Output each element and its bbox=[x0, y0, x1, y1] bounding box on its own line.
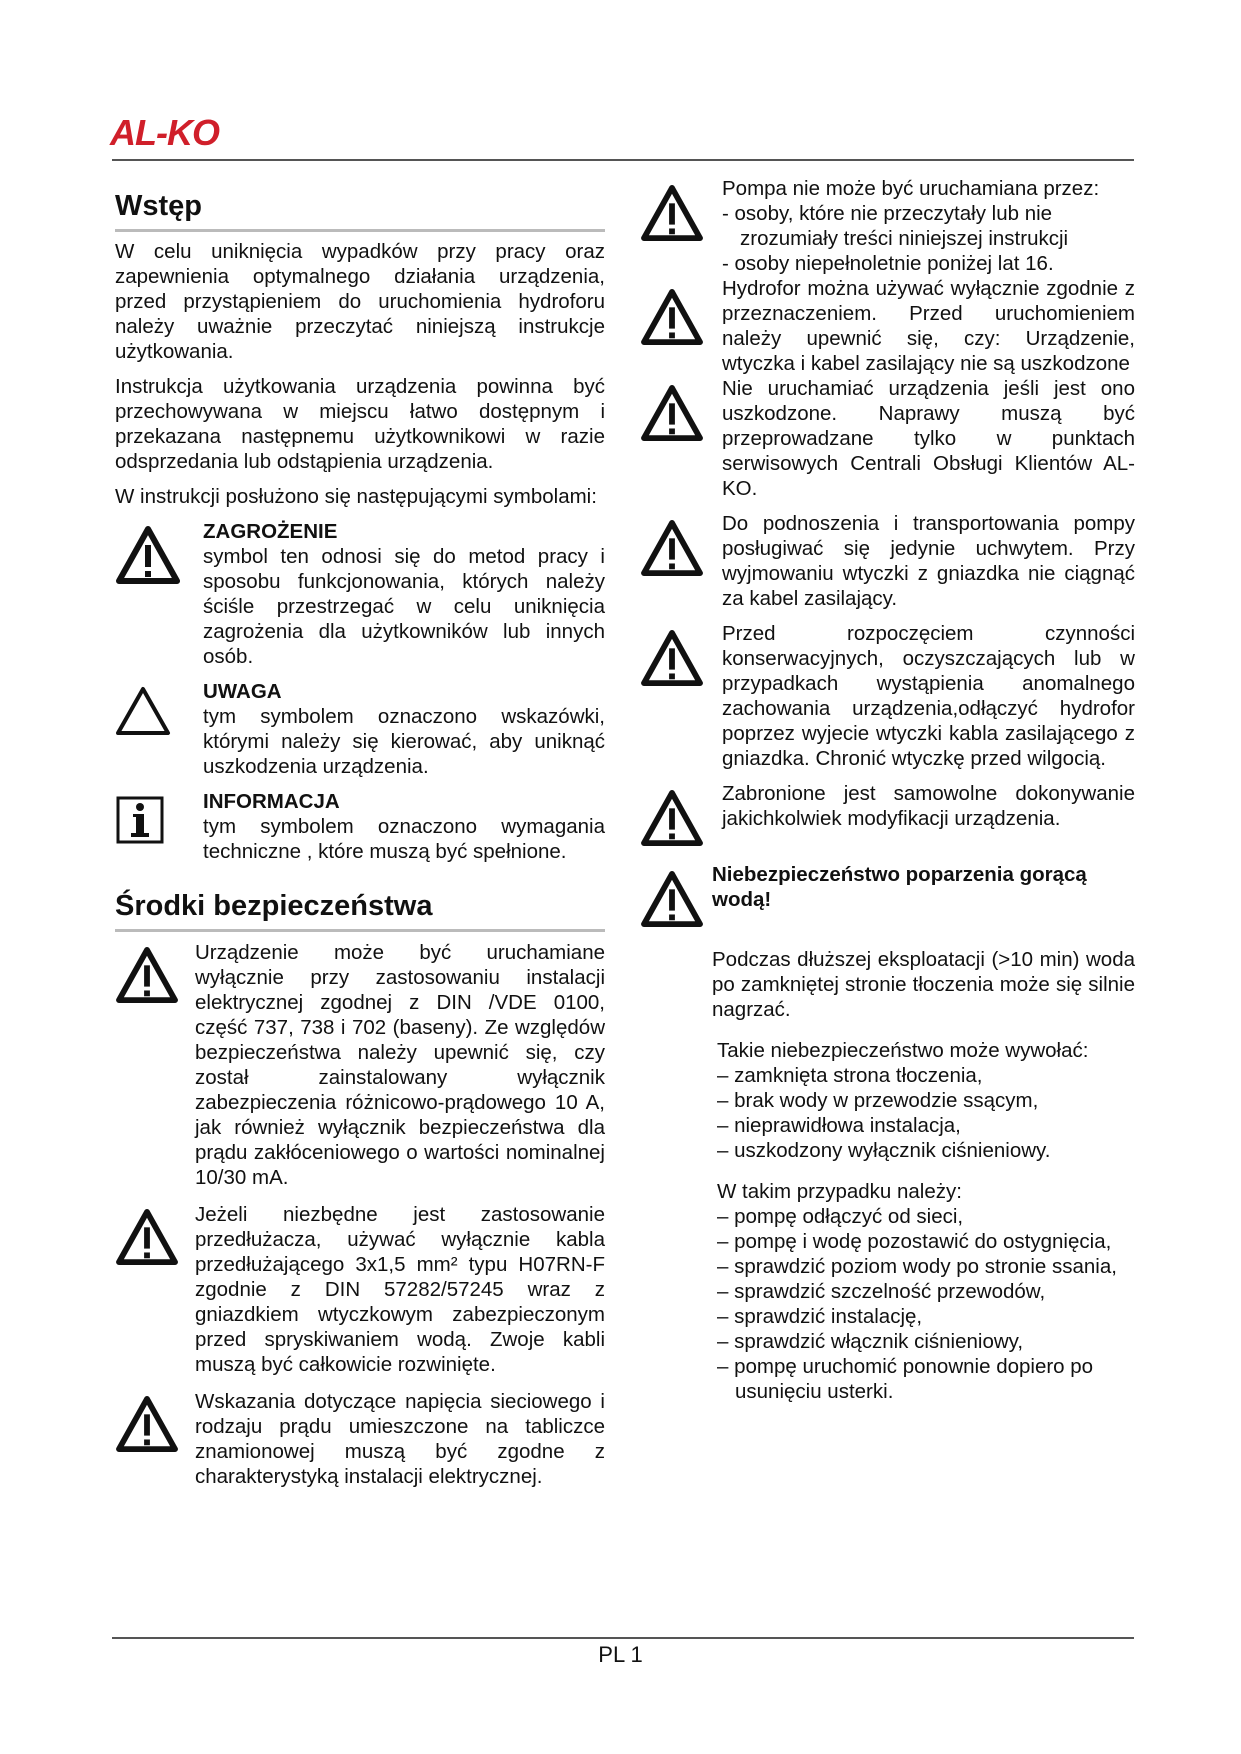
symbol-danger bbox=[115, 519, 605, 669]
warning-item-6 bbox=[640, 781, 1135, 852]
intro-paragraph-3: W instrukcji posłużono się następującymi symbolami: bbox=[115, 485, 597, 508]
symbol-info bbox=[115, 789, 605, 864]
cause-item: – nieprawidłowa instalacja, bbox=[717, 1114, 961, 1137]
warning-1-line-2: - osoby, które nie przeczytały lub nie zrozumiały treści niniejszej instrukcji bbox=[722, 202, 1069, 250]
warning-icon bbox=[115, 1208, 179, 1266]
hot-water-text: Podczas dłuższej eksploatacji (>10 min) woda po zamkniętej stronie tłoczenia może się silnie nagrzać. bbox=[712, 948, 1135, 1021]
warning-icon bbox=[640, 870, 704, 928]
safety-text-3: Wskazania dotyczące napięcia sieciowego i rodzaju prądu umieszczone na tabliczce znamionowej muszą być zgodne z charakterystyką instalacji elektrycznej. bbox=[195, 1390, 605, 1488]
action-item: – sprawdzić instalację, bbox=[717, 1305, 923, 1328]
danger-warning-icon bbox=[115, 525, 181, 585]
warning-1-line-3: - osoby niepełnoletnie poniżej lat 16. bbox=[722, 252, 1054, 275]
warning-icon bbox=[115, 946, 179, 1004]
intro-paragraph-2: Instrukcja użytkowania urządzenia powinna być przechowywana w miejscu łatwo dostępnym i przekazana następnemu użytkownikowi w razie odsprzedania lub odstąpienia urządzenia. bbox=[115, 375, 605, 473]
action-item: – pompę uruchomić ponownie dopiero po usunięciu usterki. bbox=[717, 1355, 1094, 1403]
warning-icon bbox=[640, 629, 704, 687]
actions-title: W takim przypadku należy: bbox=[717, 1180, 962, 1203]
header-divider bbox=[112, 159, 1134, 161]
cause-item: – zamknięta strona tłoczenia, bbox=[717, 1064, 983, 1087]
causes-title: Takie niebezpieczeństwo może wywołać: bbox=[717, 1039, 1089, 1062]
caution-triangle-icon bbox=[115, 685, 171, 737]
safety-title: Środki bezpieczeństwa bbox=[115, 890, 605, 932]
warning-icon bbox=[115, 1395, 179, 1453]
actions-list bbox=[717, 1179, 1127, 1404]
warning-6-text: Zabronione jest samowolne dokonywanie jakichkolwiek modyfikacji urządzenia. bbox=[722, 782, 1135, 830]
warning-1-line-1: Pompa nie może być uruchamiana przez: bbox=[722, 177, 1100, 200]
warning-5-text: Przed rozpoczęciem czynności konserwacyjnych, oczyszczających lub w przypadkach wystąpienia anomalnego zachowania urządzenia,odłączyć hydrofor poprzez wyjecie wtyczki kabla zasilającego z gniazdka. Chronić wtyczkę przed wilgocią. bbox=[722, 622, 1135, 770]
warning-icon bbox=[640, 789, 704, 847]
footer-divider bbox=[112, 1637, 1134, 1639]
hot-water-block bbox=[712, 947, 1135, 1022]
action-item: – sprawdzić włącznik ciśnieniowy, bbox=[717, 1330, 1024, 1353]
intro-paragraph-1: W celu uniknięcia wypadków przy pracy oraz zapewnienia optymalnego działania urządzenia, przed przystąpieniem do uruchomienia hydroforu należy uważnie przeczytać niniejszą instrukcje użytkowania. bbox=[115, 240, 605, 363]
action-item: – sprawdzić poziom wody po stronie ssania, bbox=[717, 1255, 1117, 1278]
symbol-info-head: INFORMACJA bbox=[203, 790, 340, 813]
safety-text-2: Jeżeli niezbędne jest zastosowanie przedłużacza, używać wyłącznie kabla przedłużającego 3x1,5 mm² typu H07RN-F zgodnie z DIN 57282/57245 wraz z gniazdkiem wtyczkowym zabezpieczonym przed spryskiwaniem wodą. Zwoje kabli muszą być całkowicie rozwinięte. bbox=[195, 1203, 605, 1376]
warning-icon bbox=[640, 519, 704, 577]
left-column bbox=[115, 190, 605, 1489]
warning-item-4 bbox=[640, 511, 1135, 611]
action-item: – pompę i wodę pozostawić do ostygnięcia, bbox=[717, 1230, 1112, 1253]
action-item: – pompę odłączyć od sieci, bbox=[717, 1205, 964, 1228]
symbol-info-text: tym symbolem oznaczono wymagania techniczne , które muszą być spełnione. bbox=[203, 815, 605, 863]
intro-title: Wstęp bbox=[115, 190, 605, 232]
cause-item: – brak wody w przewodzie ssącym, bbox=[717, 1089, 1039, 1112]
hot-water-warning bbox=[640, 862, 1135, 933]
cause-item: – uszkodzony wyłącznik ciśnieniowy. bbox=[717, 1139, 1051, 1162]
alko-logo: AL-KO bbox=[110, 112, 219, 153]
warning-3-text: Nie uruchamiać urządzenia jeśli jest ono uszkodzone. Naprawy muszą być przeprowadzane tylko w punktach serwisowych Centrali Obsługi Klientów AL-KO. bbox=[722, 377, 1135, 500]
safety-item-2 bbox=[115, 1202, 605, 1377]
symbol-caution-text: tym symbolem oznaczono wskazówki, którymi należy się kierować, aby uniknąć uszkodzenia urządzenia. bbox=[203, 705, 605, 778]
safety-item-3 bbox=[115, 1389, 605, 1489]
safety-item-1 bbox=[115, 940, 605, 1190]
action-item: – sprawdzić szczelność przewodów, bbox=[717, 1280, 1046, 1303]
symbol-caution-head: UWAGA bbox=[203, 680, 282, 703]
warning-icon bbox=[640, 288, 704, 346]
warning-item-5 bbox=[640, 621, 1135, 771]
warning-item-2 bbox=[640, 276, 1135, 376]
warning-icon bbox=[640, 384, 704, 442]
warning-2-text: Hydrofor można używać wyłącznie zgodnie z przeznaczeniem. Przed uruchomieniem należy upewnić się, czy: Urządzenie, wtyczka i kabel zasilający nie są uszkodzone bbox=[722, 277, 1135, 375]
warning-4-text: Do podnoszenia i transportowania pompy posługiwać się jedynie uchwytem. Przy wyjmowaniu wtyczki z gniazdka nie ciągnąć za kabel zasilający. bbox=[722, 512, 1135, 610]
symbol-caution bbox=[115, 679, 605, 779]
warning-item-1 bbox=[640, 176, 1135, 276]
causes-list bbox=[717, 1038, 1135, 1163]
symbol-danger-text: symbol ten odnosi się do metod pracy i sposobu funkcjonowania, których należy ściśle przestrzegać w celu uniknięcia zagrożenia dla użytkowników lub innych osób. bbox=[203, 545, 605, 668]
symbol-danger-head: ZAGROŻENIE bbox=[203, 520, 338, 543]
safety-text-1: Urządzenie może być uruchamiane wyłącznie przy zastosowaniu instalacji elektrycznej zgodnej z DIN /VDE 0100, część 737, 738 i 702 (baseny). Ze względów bezpieczeństwa należy upewnić się, czy został zainstalowany wyłącznik zabezpieczenia różnicowo-prądowego 10 A, jak również wyłącznik bezpieczeństwa dla prądu zakłóceniowego o wartości nominalnej 10/30 mA. bbox=[195, 941, 605, 1189]
info-icon bbox=[115, 795, 165, 845]
page-number: PL 1 bbox=[598, 1642, 643, 1667]
warning-item-3 bbox=[640, 376, 1135, 501]
hot-water-title: Niebezpieczeństwo poparzenia gorącą wodą! bbox=[712, 863, 1087, 911]
warning-icon bbox=[640, 184, 704, 242]
right-column bbox=[640, 176, 1135, 1404]
